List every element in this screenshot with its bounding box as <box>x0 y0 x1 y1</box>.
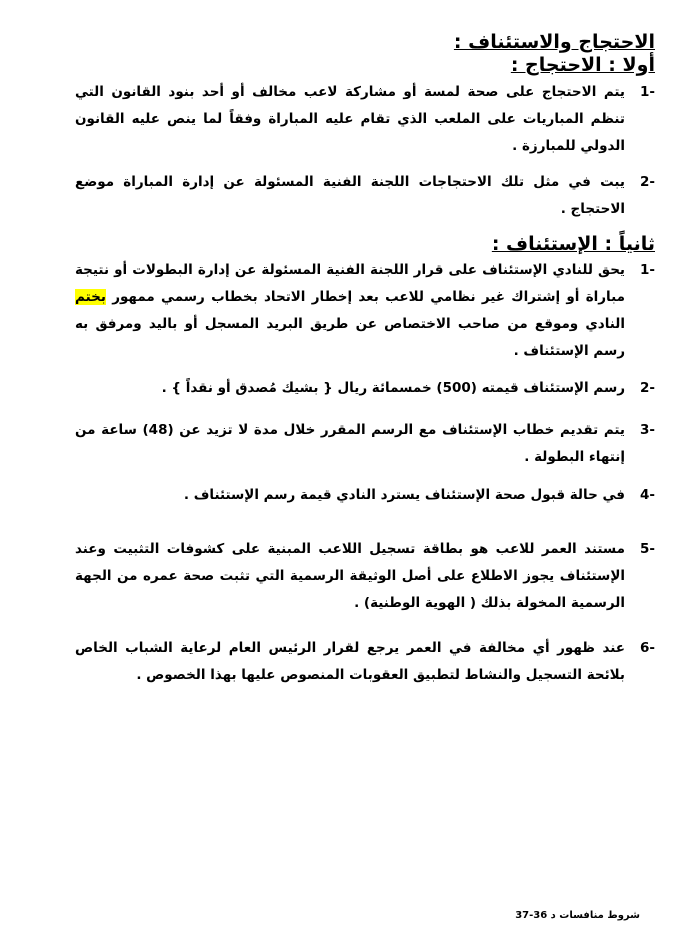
item-text <box>75 257 625 365</box>
item-number: 5- <box>640 541 655 557</box>
page-footer: شروط منافسات د 36-37 <box>515 910 640 921</box>
item-text: عند ظهور أي مخالفة في العمر يرجع لقرار الرئيس العام لرعاية الشباب الخاص بلائحة التسجيل والنشاط لتطبيق العقوبات المنصوص عليها بهذا الخصوص . <box>75 640 625 683</box>
appeal-item-4 <box>75 482 655 509</box>
appeal-item-3 <box>75 417 655 471</box>
appeal-item-1 <box>75 257 655 365</box>
protest-item-1 <box>75 79 655 160</box>
appeal-item-2 <box>75 375 655 402</box>
item-text-part: النادي وموقع من صاحب الاختصاص عن طريق البريد المسجل أو باليد ومرفق به رسم الإستئناف . <box>75 316 625 359</box>
highlighted-word: بختم <box>75 289 106 305</box>
protest-section-title: أولا : الاحتجاج : <box>510 54 655 76</box>
item-text: يبت في مثل تلك الاحتجاجات اللجنة الفنية المسئولة عن إدارة المباراة موضع الاحتجاج . <box>75 174 625 217</box>
item-text-part: يحق للنادي الإستئناف على قرار اللجنة الفنية المسئولة عن إدارة البطولات أو نتيجة مباراة أو إشتراك غير نظامي للاعب بعد إخطار الاتحاد بخطاب رسمي ممهور <box>75 262 625 305</box>
item-number: 6- <box>640 640 655 656</box>
item-number: 2- <box>640 174 655 190</box>
page-heading: الاحتجاج والاستئناف : <box>453 31 655 53</box>
item-text: مستند العمر للاعب هو بطاقة تسجيل اللاعب المبنية على كشوفات التثبيت وعند الإستئناف يجوز الاطلاع على أصل الوثيقة الرسمية التي تثبت صحة عمره من الجهة الرسمية المخولة بذلك ( الهوية الوطنية) . <box>75 541 625 611</box>
item-text: يتم تقديم خطاب الإستئناف مع الرسم المقرر خلال مدة لا تزيد عن (48) ساعة من إنتهاء البطولة . <box>75 422 625 465</box>
item-number: 1- <box>640 262 655 278</box>
item-number: 3- <box>640 422 655 438</box>
item-text: رسم الإستئناف قيمته (500) خمسمائة ريال { بشيك مُصدق أو نقداً } . <box>161 380 625 396</box>
appeal-section-title: ثانياً : الإستئناف : <box>491 233 655 255</box>
appeal-item-5 <box>75 536 655 617</box>
item-number: 4- <box>640 487 655 503</box>
item-text: في حالة قبول صحة الإستئناف يسترد النادي قيمة رسم الإستئناف . <box>183 487 625 503</box>
appeal-item-6 <box>75 635 655 689</box>
protest-item-2 <box>75 169 655 223</box>
item-text: يتم الاحتجاج على صحة لمسة أو مشاركة لاعب مخالف أو أحد بنود القانون التي تنظم المباريات على الملعب الذي تقام عليه المباراة وفقاً لما ينص عليه القانون الدولي للمبارزة . <box>75 84 625 154</box>
item-number: 2- <box>640 380 655 396</box>
item-number: 1- <box>640 84 655 100</box>
